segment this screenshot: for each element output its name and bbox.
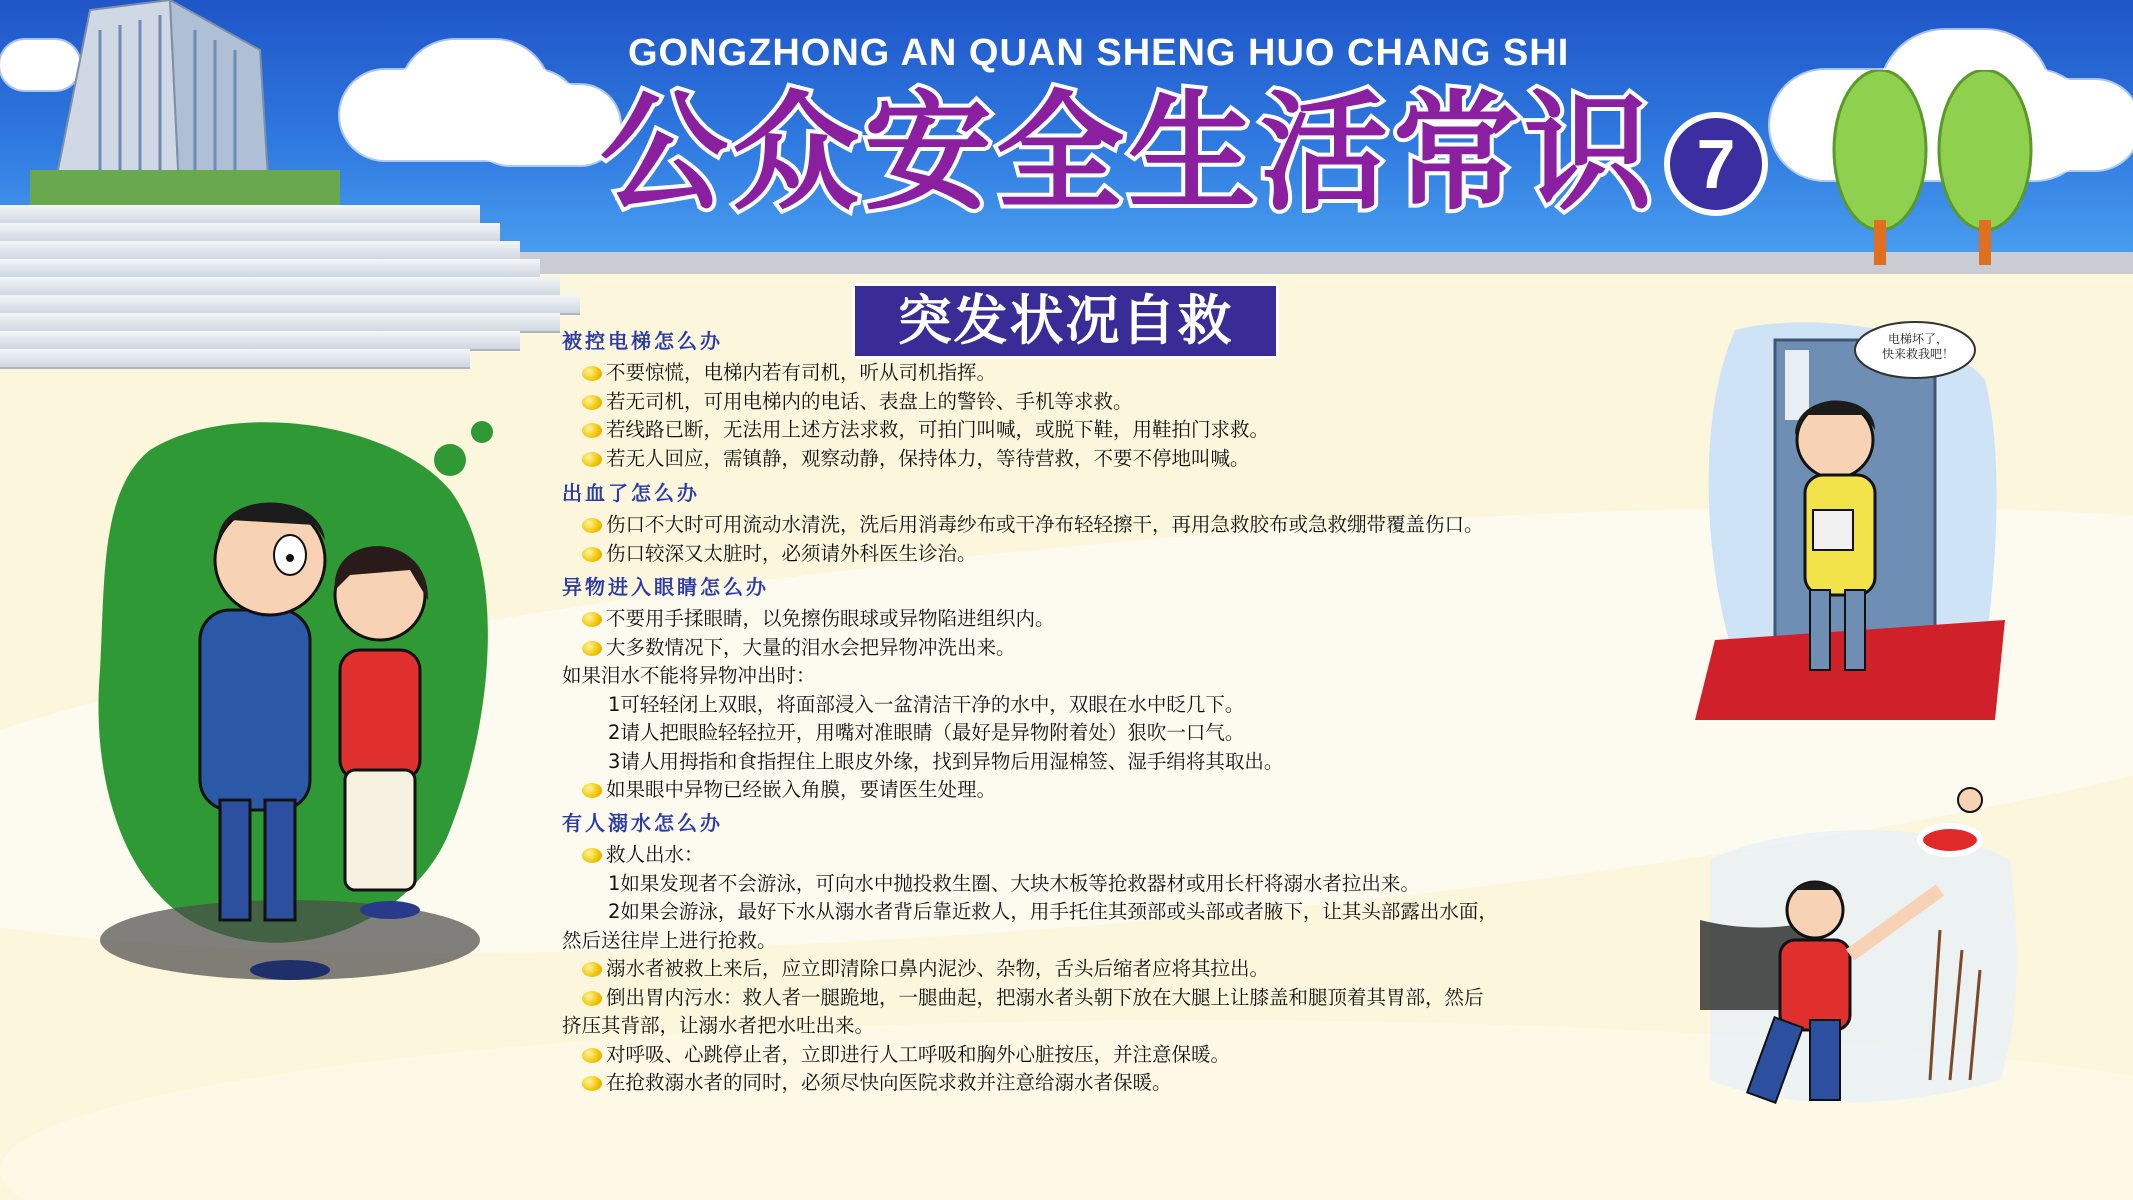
bullet-icon xyxy=(582,1076,602,1091)
bullet-item xyxy=(560,541,977,567)
section-heading: 有人溺水怎么办 xyxy=(562,811,723,835)
speech-bubble-line1: 电梯坏了， xyxy=(1887,332,1948,346)
numbered-step xyxy=(560,899,1498,925)
speech-bubble xyxy=(1858,332,1978,362)
line-text: 伤口不大时可用流动水清洗，洗后用消毒纱布或干净布轻轻擦干，再用急救胶布或急救绷带覆盖伤口。 xyxy=(606,513,1484,536)
line-text: 伤口较深又太脏时，必须请外科医生诊治。 xyxy=(606,541,977,565)
line-text: 如果泪水不能将异物冲出时： xyxy=(562,664,816,687)
section-heading: 异物进入眼睛怎么办 xyxy=(562,575,769,599)
bullet-item xyxy=(560,842,704,868)
line-text: 溺水者被救上来后，应立即清除口鼻内泥沙、杂物，舌头后缩者应将其拉出。 xyxy=(606,957,1270,980)
bullet-item xyxy=(560,635,1016,661)
bullet-item xyxy=(560,606,1055,632)
numbered-step xyxy=(560,871,1420,897)
text-line xyxy=(560,663,814,689)
line-text: 如果眼中异物已经嵌入角膜，要请医生处理。 xyxy=(606,778,997,801)
line-text: 挤压其背部，让溺水者把水吐出来。 xyxy=(562,1014,875,1037)
trees-illustration xyxy=(1820,70,2050,290)
bullet-icon xyxy=(582,366,602,381)
line-text: 在抢救溺水者的同时，必须尽快向医院求救并注意给溺水者保暖。 xyxy=(606,1071,1172,1094)
line-text: 对呼吸、心跳停止者，立即进行人工呼吸和胸外心脏按压，并注意保暖。 xyxy=(606,1042,1231,1066)
line-text: 然后送往岸上进行抢救。 xyxy=(562,928,777,952)
line-text: 若无司机，可用电梯内的电话、表盘上的警铃、手机等求救。 xyxy=(606,389,1133,413)
line-text: 若无人回应，需镇静，观察动静，保持体力，等待营救，不要不停地叫喊。 xyxy=(606,446,1250,470)
drowning-rescue-illustration xyxy=(1700,780,2020,1120)
bullet-icon xyxy=(582,991,602,1006)
bullet-icon xyxy=(582,641,602,656)
section-heading: 出血了怎么办 xyxy=(562,481,700,505)
eye-first-aid-illustration xyxy=(90,410,520,1000)
line-text: 不要惊慌，电梯内若有司机，听从司机指挥。 xyxy=(606,361,997,384)
numbered-step xyxy=(560,692,1245,718)
bullet-icon xyxy=(582,423,602,438)
line-text: 2请人把眼睑轻轻拉开，用嘴对准眼睛（最好是异物附着处）狠吹一口气。 xyxy=(608,721,1245,744)
bullet-item xyxy=(560,446,1250,472)
line-text: 若线路已断，无法用上述方法求救，可拍门叫喊，或脱下鞋，用鞋拍门求救。 xyxy=(606,418,1270,441)
bullet-icon xyxy=(582,612,602,627)
text-line xyxy=(560,928,775,954)
bullet-item xyxy=(560,777,997,803)
section-heading: 被控电梯怎么办 xyxy=(562,329,723,353)
bullet-icon xyxy=(582,518,602,533)
line-text: 1如果发现者不会游泳，可向水中抛投救生圈、大块木板等抢救器材或用长杆将溺水者拉出来。 xyxy=(608,871,1420,895)
building-illustration xyxy=(30,0,340,210)
line-text: 1可轻轻闭上双眼，将面部浸入一盆清洁干净的水中，双眼在水中眨几下。 xyxy=(608,692,1245,716)
numbered-step xyxy=(560,749,1284,775)
section-heading-box: 突发状况自救 xyxy=(852,283,1279,359)
line-text: 3请人用拇指和食指捏住上眼皮外缘，找到异物后用湿棉签、湿手绢将其取出。 xyxy=(608,749,1284,773)
line-text: 2如果会游泳，最好下水从溺水者背后靠近救人，用手托住其颈部或头部或者腋下，让其头部露出水面， xyxy=(608,900,1498,923)
line-text: 不要用手揉眼睛，以免擦伤眼球或异物陷进组织内。 xyxy=(606,607,1055,630)
line-text: 倒出胃内污水：救人者一腿跪地，一腿曲起，把溺水者头朝下放在大腿上让膝盖和腿顶着其胃部，然后 xyxy=(606,985,1484,1009)
bullet-item xyxy=(560,956,1270,982)
bullet-icon xyxy=(582,783,602,798)
bullet-icon xyxy=(582,962,602,977)
bullet-item xyxy=(560,360,997,386)
numbered-step xyxy=(560,720,1245,746)
bullet-item xyxy=(560,389,1133,415)
bullet-item xyxy=(560,512,1484,538)
bullet-icon xyxy=(582,547,602,562)
bullet-item xyxy=(560,1070,1172,1096)
line-text: 救人出水： xyxy=(606,843,704,866)
banner-title: 公众安全生活常识 xyxy=(600,79,1657,228)
bullet-item xyxy=(560,417,1270,443)
banner-subtitle: GONGZHONG AN QUAN SHENG HUO CHANG SHI xyxy=(628,32,1570,74)
bullet-icon xyxy=(582,1048,602,1063)
speech-bubble-line2: 快来救我吧！ xyxy=(1881,347,1954,361)
line-text: 大多数情况下，大量的泪水会把异物冲洗出来。 xyxy=(606,635,1016,659)
text-line xyxy=(560,1013,875,1039)
bullet-item xyxy=(560,985,1484,1011)
bullet-icon xyxy=(582,452,602,467)
bullet-item xyxy=(560,1042,1231,1068)
issue-number-badge: 7 xyxy=(1664,112,1768,216)
bullet-icon xyxy=(582,395,602,410)
bullet-icon xyxy=(582,848,602,863)
elevator-rescue-illustration xyxy=(1695,320,2005,730)
